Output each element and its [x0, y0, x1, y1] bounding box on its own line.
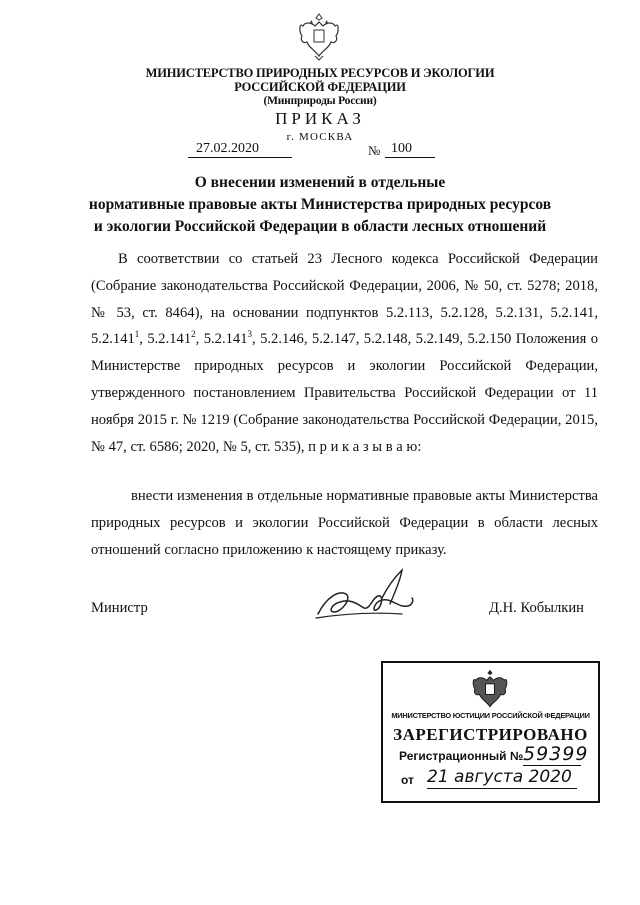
signatory-name: Д.Н. Кобылкин	[489, 600, 584, 616]
number-label: №	[368, 143, 381, 158]
document-city: г. МОСКВА	[286, 131, 354, 143]
document-heading	[0, 172, 640, 238]
document-type: ПРИКАЗ	[275, 109, 365, 128]
paragraph-text: , 5.2.141	[139, 331, 192, 348]
ministry-short-name: (Минприроды России)	[263, 95, 377, 107]
registration-stamp	[381, 661, 600, 803]
coat-of-arms-icon	[470, 668, 510, 712]
ministry-name-line1: МИНИСТЕРСТВО ПРИРОДНЫХ РЕСУРСОВ И ЭКОЛОГИИ	[145, 66, 495, 80]
superscript: 3	[247, 329, 252, 340]
body-paragraph-2: внести изменения в отдельные нормативные правовые акты Министерства природных ресурсов и экологии Российской Федерации в области лесных отношений согласно приложению к настоящему приказу.	[91, 488, 598, 558]
stamp-from-label: от	[401, 773, 414, 787]
paragraph-text: , 5.2.146, 5.2.147, 5.2.148, 5.2.149, 5.2.150 Положения о Министерстве природных ресурсов и экологии Российской Федерации, утвержденного постановлением Правительства Российской Федерации от 11 ноября 2015 г. № 1219 (Собрание законодательства Российской Федерации, 2015, № 47, ст. 6586; 2020, № 5, ст. 535), п р и к а з ы в а ю:	[91, 331, 599, 455]
paragraph-text: , 5.2.141	[195, 331, 248, 348]
stamp-reg-date: 21 августа 2020	[427, 766, 577, 789]
stamp-reg-number: 59399	[523, 743, 589, 765]
stamp-ministry-name: МИНИСТЕРСТВО ЮСТИЦИИ РОССИЙСКОЙ ФЕДЕРАЦИИ	[391, 711, 590, 720]
stamp-reg-label: Регистрационный №	[399, 749, 524, 763]
signatory-title: Министр	[91, 600, 148, 616]
coat-of-arms-icon	[297, 12, 341, 62]
heading-line: и экологии Российской Федерации в области лесных отношений	[93, 218, 547, 235]
body-paragraph-1	[91, 246, 598, 460]
heading-line: О внесении изменений в отдельные	[194, 174, 446, 191]
paragraph-text: В соответствии со статьей 23 Лесного кодекса Российской Федерации (Собрание законодательства Российской Федерации, 2006, № 50, ст. 5278; 2018, № 53, ст. 8464), на основании подпунктов 5.2.113, 5.2.128, 5.2.131, 5.2.141, 5.2.141	[91, 251, 598, 348]
superscript: 2	[191, 329, 196, 340]
heading-line: нормативные правовые акты Министерства природных ресурсов	[88, 196, 552, 213]
document-number: 100	[385, 140, 435, 158]
stamp-status: ЗАРЕГИСТРИРОВАНО	[393, 725, 588, 744]
superscript: 1	[134, 329, 140, 340]
handwritten-signature	[312, 568, 420, 634]
ministry-name-line2: РОССИЙСКОЙ ФЕДЕРАЦИИ	[234, 80, 406, 94]
document-date: 27.02.2020	[188, 140, 292, 158]
